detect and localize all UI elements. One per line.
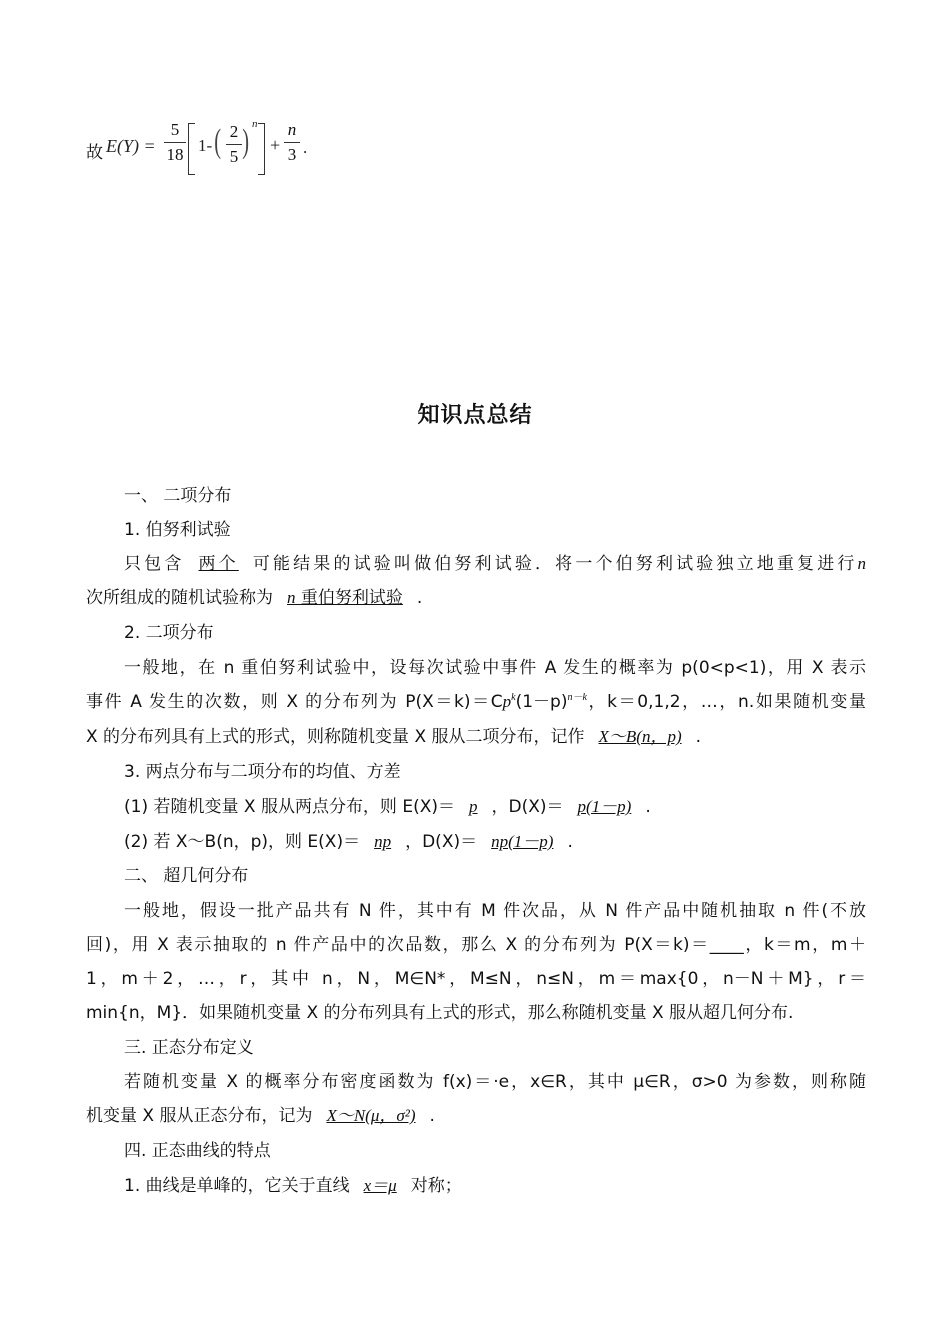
left-bracket — [188, 123, 195, 175]
answer-blank: X～B(n，p) — [598, 727, 682, 746]
paragraph-line: 只包含 两个 可能结果的试验叫做伯努利试验．将一个伯努利试验独立地重复进行n — [124, 554, 867, 574]
paragraph-line: (2) 若 X～B(n，p)，则 E(X)＝ np ，D(X)＝ np(1－p) . — [124, 832, 573, 852]
page-title: 知识点总结 — [417, 403, 533, 428]
plus-sign: + — [270, 135, 281, 155]
left-paren: ( — [214, 123, 222, 160]
paragraph-line: 次所组成的随机试验称为 n 重伯努利试验 . — [86, 588, 423, 608]
exponent-n: n — [252, 118, 258, 130]
section-heading-normal: 三. 正态分布定义 — [124, 1038, 254, 1058]
fraction-5-18: 5 18 — [164, 120, 186, 165]
paragraph-line: 回)，用 X 表示抽取的 n 件产品中的次品数，那么 X 的分布列为 P(X＝k)＝____，k＝m，m＋ — [86, 935, 866, 955]
formula-end: . — [303, 138, 308, 157]
paragraph-line: 1，m＋2，…，r，其中 n，N，M∈N*，M≤N，n≤N，m＝max{0，n－N＋M}，r＝ — [86, 969, 866, 989]
paragraph-line: X 的分布列具有上式的形式，则称随机变量 X 服从二项分布，记作 X～B(n，p) . — [86, 727, 702, 747]
answer-blank: 两个 — [198, 554, 239, 574]
formula-lhs: E(Y) = — [106, 136, 156, 156]
expectation-formula — [86, 118, 386, 178]
section-heading-normal-curve: 四. 正态曲线的特点 — [124, 1141, 271, 1161]
paragraph-line: (1) 若随机变量 X 服从两点分布，则 E(X)＝ p ，D(X)＝ p(1－p) . — [124, 797, 651, 817]
subheading-mean-variance: 3. 两点分布与二项分布的均值、方差 — [124, 762, 401, 782]
answer-blank: x＝μ — [363, 1176, 397, 1195]
answer-blank: p(1－p) — [577, 797, 632, 816]
fraction-n-3: n 3 — [284, 120, 300, 165]
subheading-binomial: 2. 二项分布 — [124, 623, 214, 643]
subheading-bernoulli: 1. 伯努利试验 — [124, 520, 231, 540]
paragraph-line: 一般地，在 n 重伯努利试验中，设每次试验中事件 A 发生的概率为 p(0<p<1)，用 X 表示 — [124, 658, 866, 678]
paragraph-line: 若随机变量 X 的概率分布密度函数为 f(x)＝·e，x∈R，其中 μ∈R，σ>0 为参数，则称随 — [124, 1072, 866, 1092]
answer-blank: X～N(μ，σ²) — [326, 1106, 416, 1125]
paragraph-line: 事件 A 发生的次数，则 X 的分布列为 $P(X=k)=Cp^k(1-p)^{n-k}$，k＝0,1,2，…，n.如果随机变量 — [86, 692, 867, 712]
section-heading-binomial: 一、 二项分布 — [124, 486, 232, 506]
answer-blank: n 重伯努利试验 — [287, 588, 403, 608]
fraction-2-5: 2 5 — [226, 122, 242, 167]
answer-blank: np(1－p) — [491, 832, 554, 851]
answer-blank: ____ — [709, 935, 744, 955]
formula-prefix: 故 — [86, 143, 103, 163]
answer-blank: p — [469, 797, 478, 816]
answer-blank: np — [374, 832, 392, 851]
paragraph-line: 机变量 X 服从正态分布，记为 X～N(μ，σ²) . — [86, 1106, 435, 1126]
right-paren: ) — [242, 123, 250, 160]
right-bracket — [258, 123, 265, 175]
paragraph-line: 一般地，假设一批产品共有 N 件，其中有 M 件次品，从 N 件产品中随机抽取 n 件(不放 — [124, 901, 866, 921]
section-heading-hypergeometric: 二、 超几何分布 — [124, 866, 249, 886]
paragraph-line: 1. 曲线是单峰的，它关于直线 x＝μ 对称； — [124, 1176, 462, 1196]
paragraph-line: min{n，M}．如果随机变量 X 的分布列具有上式的形式，那么称随机变量 X 服从超几何分布. — [86, 1003, 794, 1023]
one-minus: 1- — [198, 136, 213, 155]
